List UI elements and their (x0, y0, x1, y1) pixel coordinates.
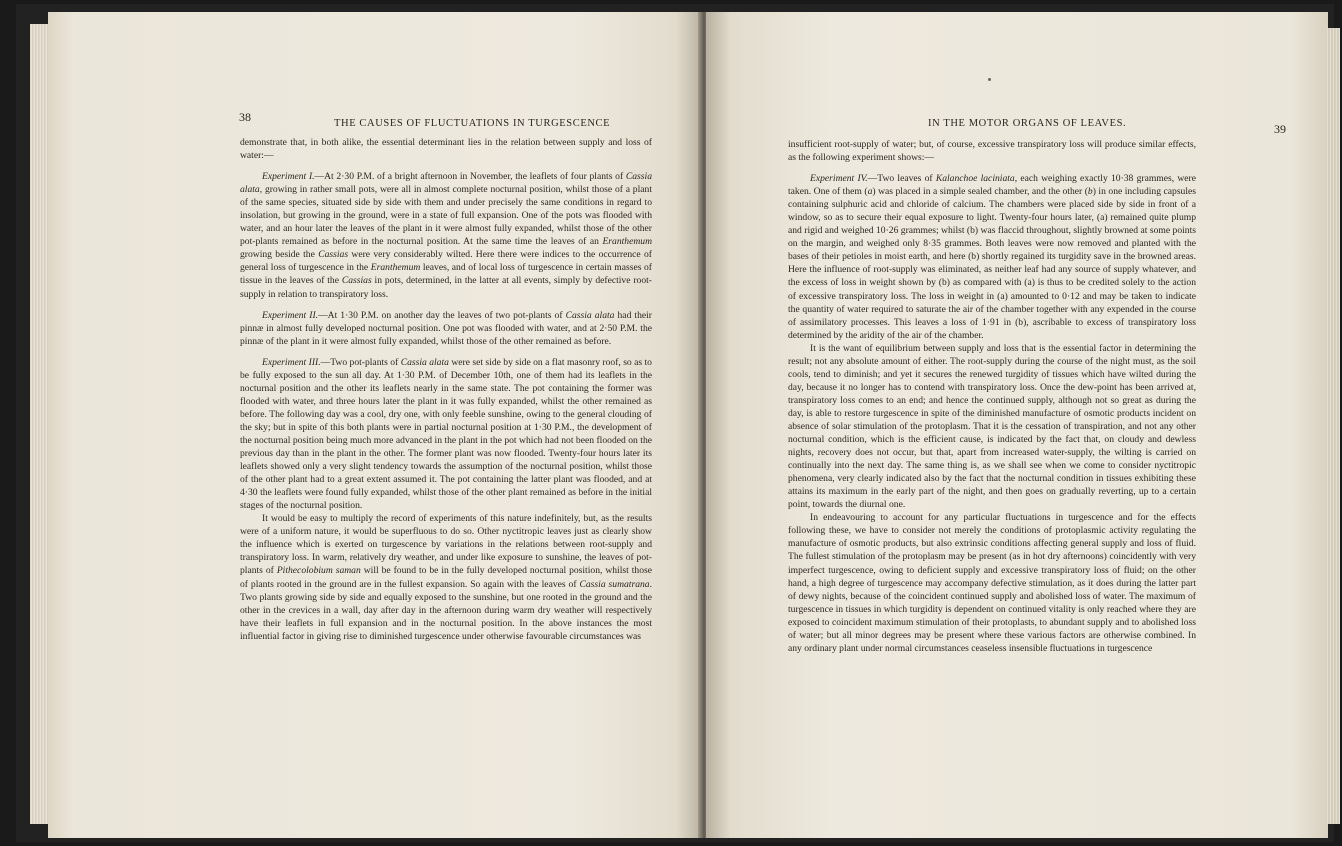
left-running-head: THE CAUSES OF FLUCTUATIONS IN TURGESCENCE (334, 118, 611, 129)
left-page-number: 38 (239, 110, 251, 124)
left-page-edges (30, 24, 50, 824)
experiment-3-label: Experiment III. (262, 356, 321, 368)
left-text-column (240, 136, 652, 643)
right-page (706, 12, 1328, 838)
right-paragraph-3: In endeavouring to account for any particular fluctuations in turgescence and for the effects following these, we have to consider not merely the conditions of protoplasmic activity regulating the manufacture of osmotic products, but also extrinsic conditions affecting general supply and loss of fluid. The fullest stimulation of the protoplasm may be present (as in hot dry afternoons) coincidently with very imperfect turgescence, owing to deficient supply and excessive transpiratory loss of fluid; on the other hand, a high degree of turgescence may accompany defective stimulation, as it does during the latter part of dewy nights, because of the coincident continued supply and abolished loss of water. The maximum of turgescence in tissues in which turgidity is dependent on continued vitality is only reached where they are exposed to coincident maximum stimulation of their protoplasts, to abundant supply and to abolished loss of water; but all minor degrees may be present where these various factors are otherwise combined. In any ordinary plant under normal circumstances ceaseless insensible fluctuations in turgescence (788, 512, 1196, 654)
experiment-4-paragraph: Experiment IV.—Two leaves of Kalanchoe laciniata, each weighing exactly 10·38 grammes, were taken. One of them (a) was placed in a simple sealed chamber, and the other (b) in one including capsules containing sulphuric acid and chloride of calcium. The chambers were placed side by side in front of a window, so as to secure their equal exposure to light. Twenty-four hours later, (a) remained quite plump and rigid and weighed 10·26 grammes; whilst (b) was flaccid throughout, slightly browned at some points on the margin, and weighed only 8·35 grammes. Both leaves were now removed and planted with the bases of their petioles in moist earth, and here (b) shortly regained its turgidity save in the browned areas. Here the influence of root-supply was eliminated, as neither leaf had any source of supply whatever, and the excess of loss in weight shown by (b) as compared with (a) is thus to be credited solely to the action of excessive transpiratory loss. The loss in weight in (a) amounted to 0·12 and may be taken to indicate the quantity of water required to saturate the air of the chamber together with any expended in the course of assimilatory processes. This leaves a loss of 1·91 in (b), ascribable to excess of transpiratory loss determined by the aridity of the air of the chamber. (788, 173, 1197, 341)
paper-speck (988, 78, 991, 81)
right-paragraph-2: It is the want of equilibrium between supply and loss that is the essential factor in determining the result; not any absolute amount of either. The root-supply during the course of the night must, as the soil cools, tend to diminish; and yet it secures the renewed turgidity of tissues which have wilted during the day, because it no longer has to contend with transpiratory loss. Once the dew-point has been arrived at, transpiratory loss comes to an end; and hence the continued supply, although not so great as during the day, is able to restore turgescence in spite of the diminished manufacture of osmotic products incident on absence of solar stimulation of the protoplasm. That it is the cessation of transpiration, and not any other nocturnal condition, which is the efficient cause, is indicated by the fact that, on cloudy and dewless nights, recovery does not occur, but that, apart from increased water-supply, the wilting is carried on continually into the next day. The same thing is, as we shall see when we come to consider nyctitropic phenomena, very clearly indicated also by the fact that the nocturnal condition in tissues exhibiting these attains its maximum in the early part of the night, and then goes on gradually reverting, up to a certain point, towards the diurnal one. (788, 342, 1196, 511)
left-final-paragraph: It would be easy to multiply the record of experiments of this nature indefinitely, but, as the results were of a uniform nature, it would be superfluous to do so. Other nyctitropic leaves just as clearly show the influence which is exerted on turgescence by variations in the relations between root-supply and transpiratory loss. In warm, relatively dry weather, and under like exposure to sunshine, the leaves of pot-plants of Pithecolobium saman will be found to be in the fully developed nocturnal position, whilst those of plants rooted in the ground are in the fullest expansion. So again with the leaves of Cassia sumatrana. Two plants growing side by side and equally exposed to the sunshine, but one rooted in the ground and the other in the crevices in a wall, day after day in the afternoon during warm dry weather will respectively have their leaflets in full expansion and in the nocturnal position. In the above instances the most influential factor in giving rise to diminished turgescence under otherwise favourable circumstances was (240, 513, 652, 642)
right-page-edges (1326, 28, 1340, 824)
book-spread (16, 4, 1334, 842)
right-page-number: 39 (1274, 122, 1286, 136)
left-intro-paragraph: demonstrate that, in both alike, the essential determinant lies in the relation between supply and loss of water:— (240, 137, 652, 162)
experiment-2-label: Experiment II. (262, 309, 319, 321)
experiment-2-paragraph: Experiment II.—At 1·30 P.M. on another day the leaves of two pot-plants of Cassia alata had their pinnæ in almost fully developed nocturnal position. One pot was flooded with water, and at 2·50 P.M. the pinnæ of the plant in it were almost fully expanded, whilst those of the other remained as before. (240, 309, 652, 347)
experiment-1-paragraph: Experiment I.—At 2·30 P.M. of a bright afternoon in November, the leaflets of four plants of Cassia alata, growing in rather small pots, were all in almost complete nocturnal position, whilst those of a plant of the same species, situated side by side with them and under precisely the same conditions in regard to insolation, but growing in the ground, were in a state of full expansion. One of the pots was flooded with water, and an hour later the leaves of the plant in it were almost fully expanded, whilst those of the other pot-plants remained as before in the nocturnal position. At the same time the leaves of an Eranthemum growing beside the Cassias were very considerably wilted. Here there were indices to the occurrence of general loss of turgescence in the Eranthemum leaves, and of local loss of turgescence in certain masses of tissue in the leaves of the Cassias in pots, determined, in the latter at all events, simply by defective root-supply in relation to transpiratory loss. (240, 171, 652, 300)
experiment-3-paragraph: Experiment III.—Two pot-plants of Cassia alata were set side by side on a flat masonry roof, so as to be fully exposed to the sun all day. At 1·30 P.M. of December 10th, one of them had its leaflets in the nocturnal position and the other its leaflets nearly in the same state. The pot containing the former was flooded with water, and three hours later the plant in it was fully expanded, whilst the other remained as before. The following day was a cool, dry one, with only feeble sunshine, owing to the general clouding of the sky; but in spite of this both plants were in partial nocturnal position at 1·30 P.M., the development of the nocturnal position being much more advanced in the plant in the pot which had not been flooded on the previous day than in the plant in the other. The former plant was now flooded. Twenty-four hours later its leaflets showed only a very slight tendency towards the assumption of the nocturnal position, whilst those of the other plant had to a great extent assumed it. The pot containing the latter plant was flooded, and at 4·30 the leaflets were found fully expanded, whilst those of the other plant remained as before in the initial stages of the nocturnal position. (240, 356, 652, 512)
right-running-head: IN THE MOTOR ORGANS OF LEAVES. (928, 118, 1127, 129)
left-page (48, 12, 702, 838)
experiment-1-label: Experiment I. (262, 171, 315, 183)
right-intro-paragraph: insufficient root-supply of water; but, of course, excessive transpiratory loss will produce similar effects, as the following experiment shows:— (788, 139, 1196, 164)
experiment-4-label: Experiment IV. (810, 173, 868, 185)
right-text-column (788, 138, 1196, 655)
